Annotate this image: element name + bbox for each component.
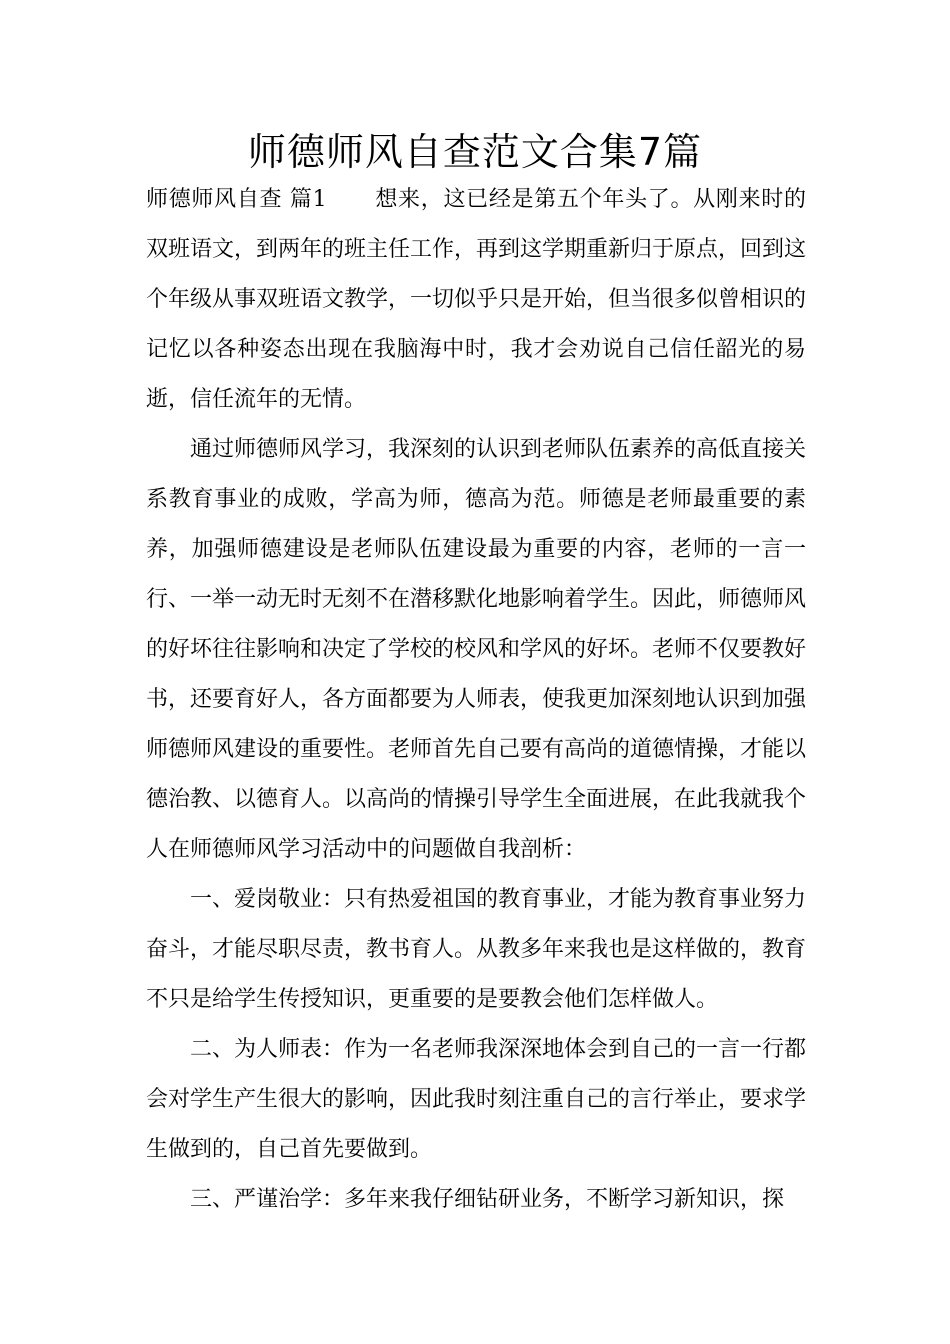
paragraph-1 <box>146 175 806 425</box>
paragraph-4: 二、为人师表：作为一名老师我深深地体会到自己的一言一行都会对学生产生很大的影响，因此我时刻注重自己的言行举止，要求学生做到的，自己首先要做到。 <box>146 1037 807 1162</box>
document-body <box>146 175 806 1225</box>
section-label: 师德师风自查 篇1 <box>146 187 327 212</box>
paragraph-1-text: 想来，这已经是第五个年头了。从刚来时的双班语文，到两年的班主任工作，再到这学期重新归于原点，回到这个年级从事双班语文教学，一切似乎只是开始，但当很多似曾相识的记忆以各种姿态出现在我脑海中时，我才会劝说自己信任韶光的易逝，信任流年的无情。 <box>146 187 807 412</box>
paragraph-3: 一、爱岗敬业：只有热爱祖国的教育事业，才能为教育事业努力奋斗，才能尽职尽责，教书育人。从教多年来我也是这样做的，教育不只是给学生传授知识，更重要的是要教会他们怎样做人。 <box>146 887 807 1012</box>
document-title: 师德师风自查范文合集7篇 <box>247 130 703 174</box>
paragraph-5: 三、严谨治学：多年来我仔细钻研业务，不断学习新知识，探 <box>190 1187 785 1212</box>
paragraph-2: 通过师德师风学习，我深刻的认识到老师队伍素养的高低直接关系教育事业的成败，学高为师，德高为范。师德是老师最重要的素养，加强师德建设是老师队伍建设最为重要的内容，老师的一言一行、一举一动无时无刻不在潜移默化地影响着学生。因此，师德师风的好坏往往影响和决定了学校的校风和学风的好坏。老师不仅要教好书，还要育好人，各方面都要为人师表，使我更加深刻地认识到加强师德师风建设的重要性。老师首先自己要有高尚的道德情操，才能以德治教、以德育人。以高尚的情操引导学生全面进展，在此我就我个人在师德师风学习活动中的问题做自我剖析： <box>146 437 807 862</box>
